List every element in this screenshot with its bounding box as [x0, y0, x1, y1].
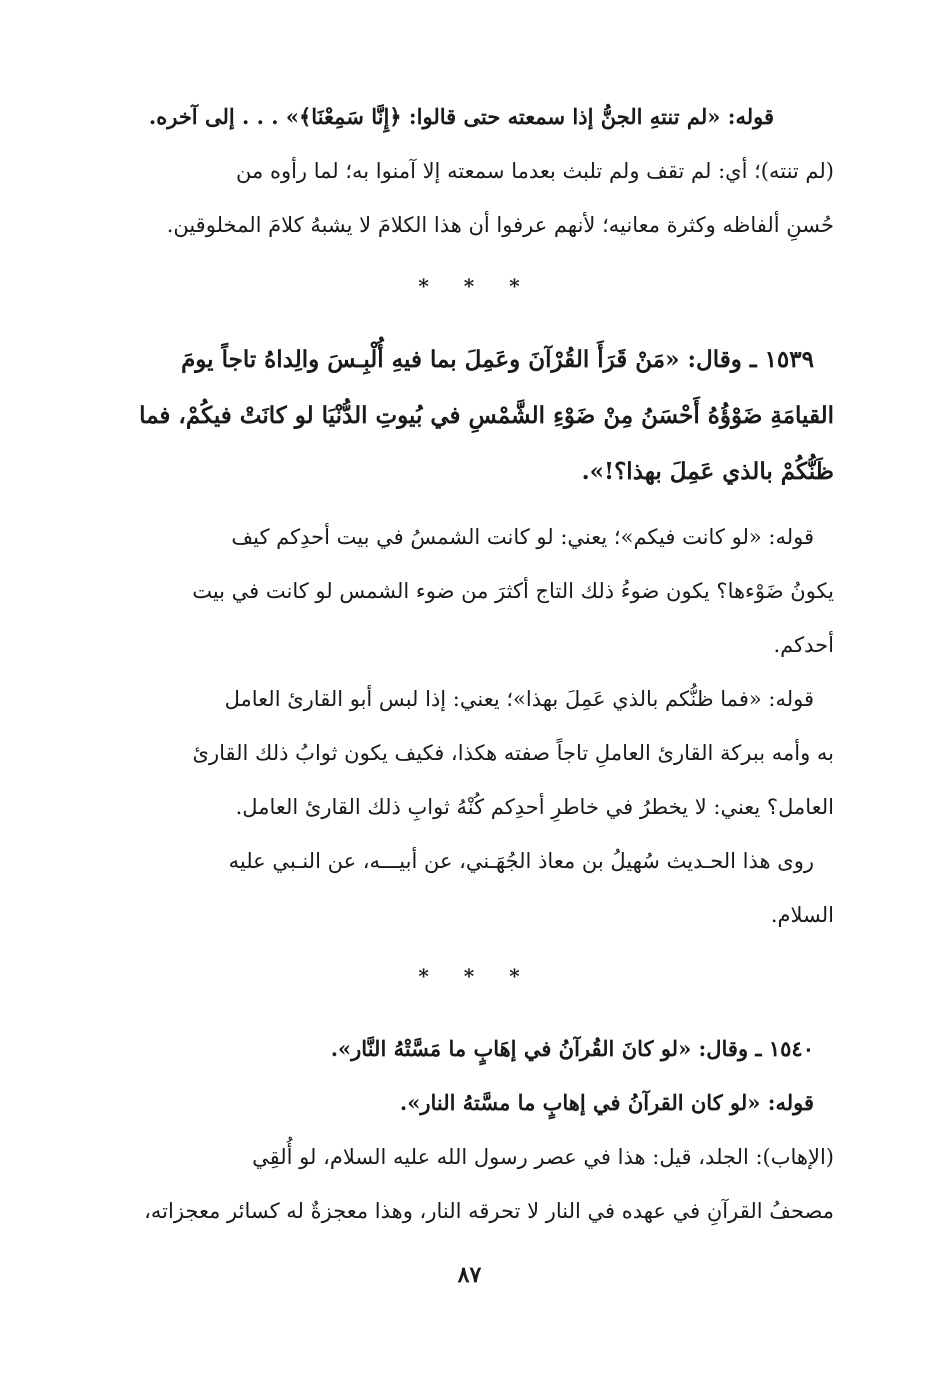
text-line: (الإهاب): الجلد، قيل: هذا في عصر رسول الله عليه السلام، لو أُلقِي — [252, 1145, 834, 1169]
narration-paragraph — [118, 834, 834, 942]
text-line: أحدكم. — [773, 633, 834, 657]
text-line: به وأمه ببركة القارئ العاملِ تاجاً صفته هكذا، فكيف يكون ثوابُ ذلك القارئ — [192, 741, 834, 765]
commentary-paragraph — [118, 510, 834, 672]
hadith-1540 — [118, 1022, 834, 1076]
text-span: قوله: «لم تنتهِ الجنُّ إذا سمعته حتى قالوا: ﴿إِنَّا سَمِعْنَا﴾» . . . إلى آخره. — [148, 104, 774, 129]
text-line: قوله: «لو كان القرآنُ في إهابٍ ما مسَّتهُ النار». — [399, 1090, 814, 1115]
text-line: القيامَةِ ضَوْؤُهُ أَحْسَنُ مِنْ ضَوْءِ الشَّمْسِ في بُيوتِ الدُّنْيَا لو كانَتْ فيكُمْ، فما — [139, 402, 834, 429]
commentary-paragraph — [118, 1076, 834, 1130]
text-line: روى هذا الحـديث سُهيلُ بن معاذ الجُهَـني، عن أبيـــه، عن النـبي عليه — [228, 849, 814, 873]
section-separator: * * * — [418, 274, 534, 298]
text-line: مصحفُ القرآنِ في عهده في النار لا تحرقه النار، وهذا معجزةٌ له كسائر معجزاته، — [144, 1199, 834, 1223]
text-line: يكونُ ضَوْءها؟ يكون ضوءُ ذلك التاج أكثرَ من ضوء الشمس لو كانت في بيت — [192, 579, 834, 603]
hadith-1539 — [118, 332, 834, 500]
text-line: حُسنِ ألفاظه وكثرة معانيه؛ لأنهم عرفوا أن هذا الكلامَ لا يشبهُ كلامَ المخلوقين. — [166, 213, 834, 237]
text-line — [118, 90, 834, 144]
text-line: ظَنُّكُمْ بالذي عَمِلَ بهذا؟!». — [581, 458, 834, 485]
commentary-paragraph — [118, 672, 834, 834]
section-separator: * * * — [418, 964, 534, 988]
text-line: العامل؟ يعني: لا يخطرُ في خاطرِ أحدِكم كُنْهُ ثوابِ ذلك القارئ العامل. — [235, 795, 834, 819]
text-line: ١٥٤٠ ـ وقال: «لو كانَ القُرآنُ في إهَابٍ ما مَسَّتْهُ النَّار». — [330, 1036, 814, 1061]
commentary-paragraph — [118, 90, 834, 252]
text-line: (لم تنته)؛ أي: لم تقف ولم تلبث بعدما سمعته إلا آمنوا به؛ لما رأوه من — [236, 159, 834, 183]
text-line: قوله: «فما ظنُّكم بالذي عَمِلَ بهذا»؛ يعني: إذا لبس أبو القارئ العامل — [224, 687, 814, 711]
commentary-paragraph — [118, 1130, 834, 1238]
text-line: ١٥٣٩ ـ وقال: «مَنْ قَرَأَ القُرْآنَ وعَمِلَ بما فيهِ أُلْبِـسَ والِداهُ تاجاً يومَ — [181, 346, 814, 373]
page-body — [118, 90, 834, 1238]
text-line: قوله: «لو كانت فيكم»؛ يعني: لو كانت الشمسُ في بيت أحدِكم كيف — [231, 525, 814, 549]
text-line: السلام. — [770, 903, 834, 927]
page-number: ٨٧ — [457, 1262, 482, 1288]
